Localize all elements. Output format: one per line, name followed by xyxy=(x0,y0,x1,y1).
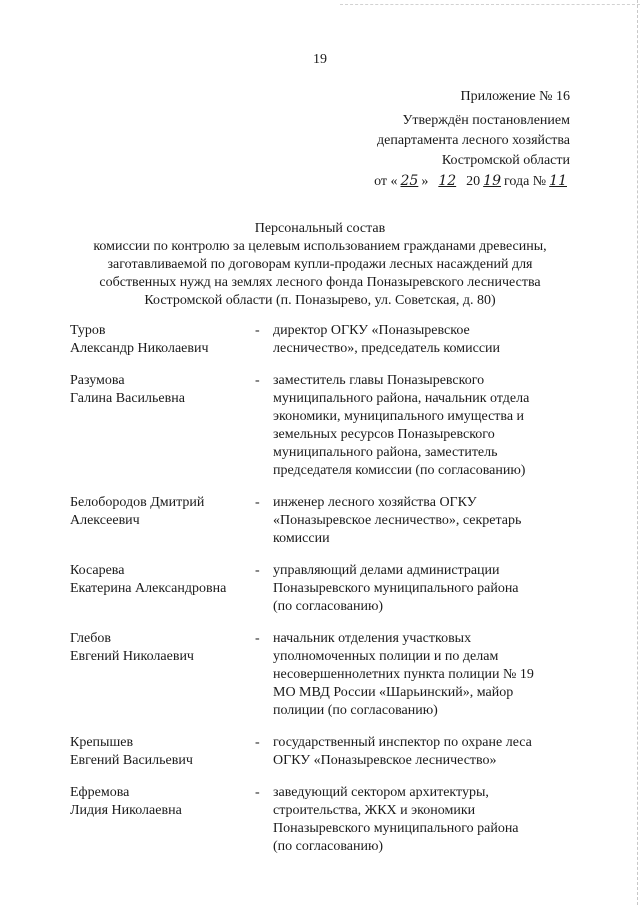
member-name-line: Крепышев xyxy=(70,735,134,750)
member-name xyxy=(70,784,250,820)
member-role xyxy=(273,630,590,720)
member-role xyxy=(273,784,590,856)
member-name-line: Лидия Николаевна xyxy=(70,803,182,818)
member-role-line: (по согласованию) xyxy=(273,839,384,854)
member-role-line: «Поназыревское лесничество», секретарь xyxy=(273,513,522,528)
member-role-line: земельных ресурсов Поназыревского xyxy=(273,427,495,442)
member-dash: - xyxy=(255,495,260,510)
page-number: 19 xyxy=(313,52,327,67)
member-entry xyxy=(70,322,590,358)
date-year-suffix: 19 xyxy=(483,173,501,189)
member-entry xyxy=(70,372,590,480)
member-dash: - xyxy=(255,323,260,338)
member-name-line: Ефремова xyxy=(70,785,130,800)
member-role-line: государственный инспектор по охране леса xyxy=(273,735,532,750)
member-name-line: Разумова xyxy=(70,373,125,388)
department-line: департамента лесного хозяйства xyxy=(377,133,570,148)
member-role-line: начальник отделения участковых xyxy=(273,631,472,646)
title-line-1: Персональный состав xyxy=(254,221,386,236)
member-role-line: Поназыревского муниципального района xyxy=(273,581,519,596)
member-role xyxy=(273,734,590,770)
member-role-line: заведующий сектором архитектуры, xyxy=(273,785,489,800)
member-role-line: полиции (по согласованию) xyxy=(273,703,438,718)
member-role-line: председателя комиссии (по согласованию) xyxy=(273,463,526,478)
scan-edge-top xyxy=(340,4,640,5)
member-entry xyxy=(70,734,590,770)
region-line: Костромской области xyxy=(441,153,570,168)
member-dash: - xyxy=(255,735,260,750)
member-role-line: ОГКУ «Поназыревское лесничество» xyxy=(273,753,497,768)
member-name xyxy=(70,494,250,530)
member-role xyxy=(273,322,590,358)
member-role-line: муниципального района, начальник отдела xyxy=(273,391,530,406)
member-role-line: управляющий делами администрации xyxy=(273,563,500,578)
member-role-line: МО МВД России «Шарьинский», майор xyxy=(273,685,514,700)
member-entry xyxy=(70,630,590,720)
member-role-line: (по согласованию) xyxy=(273,599,384,614)
title-line-3: заготавливаемой по договорам купли-продажи лесных насаждений для xyxy=(107,257,533,272)
title-line-4: собственных нужд на землях лесного фонда Поназыревского лесничества xyxy=(99,275,541,290)
member-role-line: строительства, ЖКХ и экономики xyxy=(273,803,476,818)
member-role-line: инженер лесного хозяйства ОГКУ xyxy=(273,495,477,510)
member-name xyxy=(70,372,250,408)
member-role-line: комиссии xyxy=(273,531,330,546)
title-line-2: комиссии по контролю за целевым использованием гражданами древесины, xyxy=(93,239,547,254)
member-name-line: Белобородов Дмитрий xyxy=(70,495,205,510)
member-dash: - xyxy=(255,631,260,646)
decree-number: 11 xyxy=(549,173,567,189)
appendix-number: Приложение № 16 xyxy=(460,89,570,104)
approved-line: Утверждён постановлением xyxy=(402,113,570,128)
member-name-line: Глебов xyxy=(70,631,111,646)
member-dash: - xyxy=(255,563,260,578)
date-day: 25 xyxy=(400,173,419,189)
member-name-line: Екатерина Александровна xyxy=(70,581,227,596)
member-role xyxy=(273,562,590,616)
member-role-line: уполномоченных полиции и по делам xyxy=(273,649,499,664)
member-entry xyxy=(70,784,590,856)
approval-block xyxy=(374,87,570,192)
member-name xyxy=(70,734,250,770)
member-role-line: заместитель главы Поназыревского xyxy=(273,373,485,388)
member-name xyxy=(70,322,250,358)
member-role-line: лесничество», председатель комиссии xyxy=(273,341,501,356)
member-dash: - xyxy=(255,373,260,388)
member-name xyxy=(70,562,250,598)
member-role-line: директор ОГКУ «Поназыревское xyxy=(273,323,470,338)
scan-edge-right xyxy=(637,0,638,905)
member-role-line: Поназыревского муниципального района xyxy=(273,821,519,836)
date-year-prefix: 20 xyxy=(466,174,481,189)
member-name-line: Алексеевич xyxy=(70,513,140,528)
member-role xyxy=(273,372,590,480)
member-role-line: несовершеннолетних пункта полиции № 19 xyxy=(273,667,534,682)
member-name xyxy=(70,630,250,666)
date-mid: » xyxy=(421,174,429,189)
member-name-line: Косарева xyxy=(70,563,125,578)
date-year-word: года № xyxy=(503,174,547,189)
member-name-line: Евгений Васильевич xyxy=(70,753,193,768)
members-list xyxy=(70,322,590,870)
title-line-5: Костромской области (п. Поназырево, ул. Советская, д. 80) xyxy=(144,293,496,308)
member-name-line: Евгений Николаевич xyxy=(70,649,194,664)
member-role-line: муниципального района, заместитель xyxy=(273,445,498,460)
member-role-line: экономики, муниципального имущества и xyxy=(273,409,525,424)
member-entry xyxy=(70,562,590,616)
member-role xyxy=(273,494,590,548)
member-name-line: Туров xyxy=(70,323,106,338)
date-month: 12 xyxy=(438,173,457,189)
member-name-line: Александр Николаевич xyxy=(70,341,209,356)
document-title xyxy=(40,220,600,310)
member-name-line: Галина Васильевна xyxy=(70,391,185,406)
date-prefix: от « xyxy=(374,174,398,189)
decree-date-line xyxy=(374,171,570,192)
member-dash: - xyxy=(255,785,260,800)
member-entry xyxy=(70,494,590,548)
